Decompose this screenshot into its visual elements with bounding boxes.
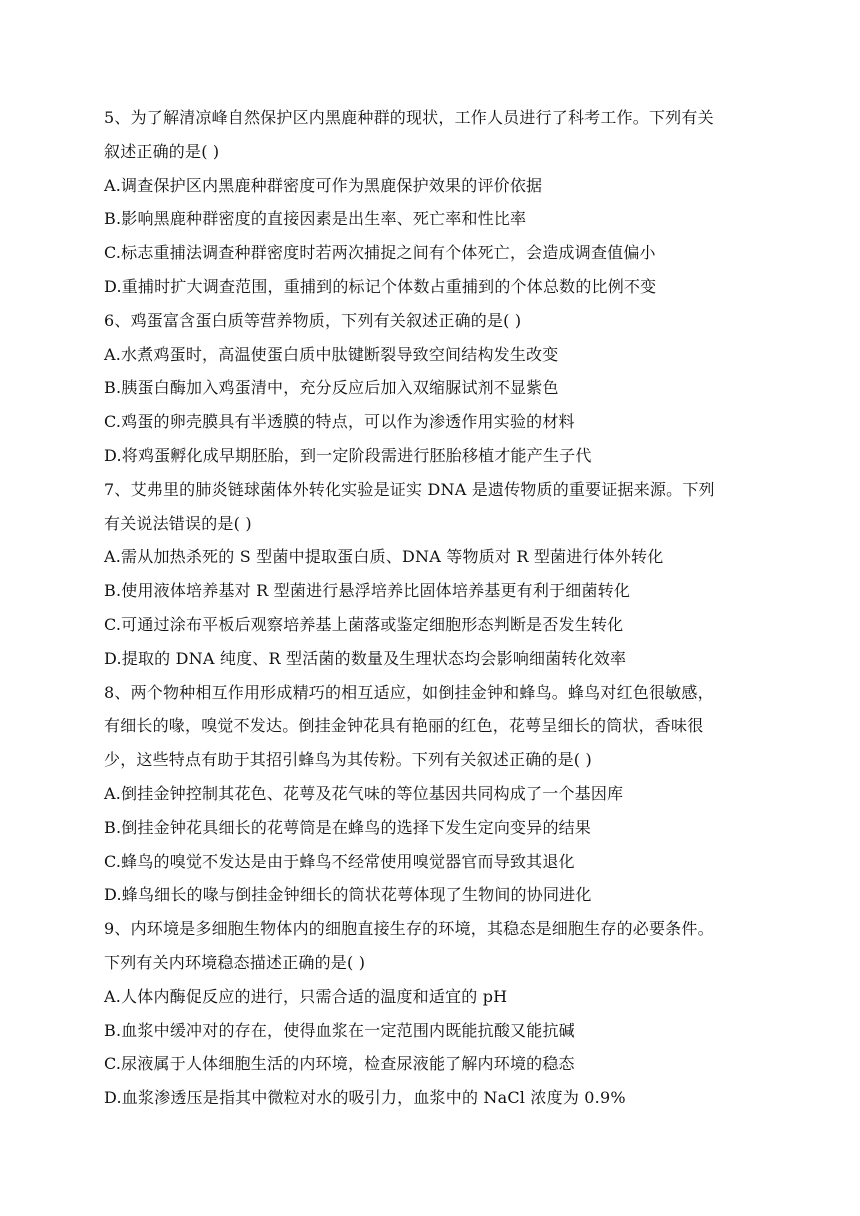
question-stem	[104, 912, 764, 980]
stem-line: 叙述正确的是( )	[104, 141, 220, 161]
option-list	[104, 338, 764, 473]
question-8	[104, 676, 764, 913]
stem-line: 8、两个物种相互作用形成精巧的相互适应，如倒挂金钟和蜂鸟。蜂鸟对红色很敏感，	[104, 682, 714, 702]
option-c: C.可通过涂布平板后观察培养基上菌落或鉴定细胞形态判断是否发生转化	[104, 614, 624, 634]
stem-line: 9、内环境是多细胞生物体内的细胞直接生存的环境，其稳态是细胞生存的必要条件。	[104, 919, 714, 939]
option-b: B.使用液体培养基对 R 型菌进行悬浮培养比固体培养基更有利于细菌转化	[104, 581, 631, 601]
question-5	[104, 101, 764, 304]
question-6	[104, 304, 764, 473]
option-b: B.倒挂金钟花具细长的花萼筒是在蜂鸟的选择下发生定向变异的结果	[104, 817, 592, 837]
option-d: D.蜂鸟细长的喙与倒挂金钟细长的筒状花萼体现了生物间的协同进化	[104, 885, 592, 905]
stem-line: 6、鸡蛋富含蛋白质等营养物质，下列有关叙述正确的是( )	[104, 310, 522, 330]
stem-line: 有关说法错误的是( )	[104, 513, 252, 533]
stem-line: 有细长的喙，嗅觉不发达。倒挂金钟花具有艳丽的红色，花萼呈细长的筒状，香味很	[104, 716, 704, 736]
question-9	[104, 912, 764, 1115]
option-list	[104, 169, 764, 304]
stem-line: 7、艾弗里的肺炎链球菌体外转化实验是证实 DNA 是遗传物质的重要证据来源。下列	[104, 479, 715, 499]
document-page	[104, 101, 764, 1115]
option-c: C.鸡蛋的卵壳膜具有半透膜的特点，可以作为渗透作用实验的材料	[104, 412, 575, 432]
option-d: D.血浆渗透压是指其中微粒对水的吸引力，血浆中的 NaCl 浓度为 0.9%	[104, 1088, 626, 1108]
option-a: A.水煮鸡蛋时，高温使蛋白质中肽键断裂导致空间结构发生改变	[104, 344, 559, 364]
option-b: B.血浆中缓冲对的存在，使得血浆在一定范围内既能抗酸又能抗碱	[104, 1020, 575, 1040]
option-d: D.提取的 DNA 纯度、R 型活菌的数量及生理状态均会影响细菌转化效率	[104, 648, 627, 668]
stem-line: 5、为了解清凉峰自然保护区内黑鹿种群的现状，工作人员进行了科考工作。下列有关	[104, 108, 714, 127]
question-stem	[104, 304, 764, 338]
option-d: D.重捕时扩大调查范围，重捕到的标记个体数占重捕到的个体总数的比例不变	[104, 276, 657, 296]
option-d: D.将鸡蛋孵化成早期胚胎，到一定阶段需进行胚胎移植才能产生子代	[104, 445, 592, 465]
stem-line: 少，这些特点有助于其招引蜂鸟为其传粉。下列有关叙述正确的是( )	[104, 750, 592, 770]
question-7	[104, 473, 764, 676]
question-stem	[104, 676, 764, 777]
option-a: A.人体内酶促反应的进行，只需合适的温度和适宜的 pH	[104, 986, 508, 1006]
option-c: C.标志重捕法调查种群密度时若两次捕捉之间有个体死亡，会造成调查值偏小	[104, 243, 656, 263]
option-list	[104, 980, 764, 1115]
option-a: A.调查保护区内黑鹿种群密度可作为黑鹿保护效果的评价依据	[104, 175, 543, 195]
stem-line: 下列有关内环境稳态描述正确的是( )	[104, 952, 366, 972]
option-a: A.倒挂金钟控制其花色、花萼及花气味的等位基因共同构成了一个基因库	[104, 783, 624, 803]
option-c: C.尿液属于人体细胞生活的内环境，检查尿液能了解内环境的稳态	[104, 1054, 575, 1074]
option-b: B.胰蛋白酶加入鸡蛋清中，充分反应后加入双缩脲试剂不显紫色	[104, 378, 559, 398]
option-a: A.需从加热杀死的 S 型菌中提取蛋白质、DNA 等物质对 R 型菌进行体外转化	[104, 547, 664, 567]
option-c: C.蜂鸟的嗅觉不发达是由于蜂鸟不经常使用嗅觉器官而导致其退化	[104, 851, 575, 871]
option-b: B.影响黑鹿种群密度的直接因素是出生率、死亡率和性比率	[104, 209, 527, 229]
option-list	[104, 777, 764, 912]
question-stem	[104, 473, 764, 541]
option-list	[104, 540, 764, 675]
question-stem	[104, 101, 764, 169]
